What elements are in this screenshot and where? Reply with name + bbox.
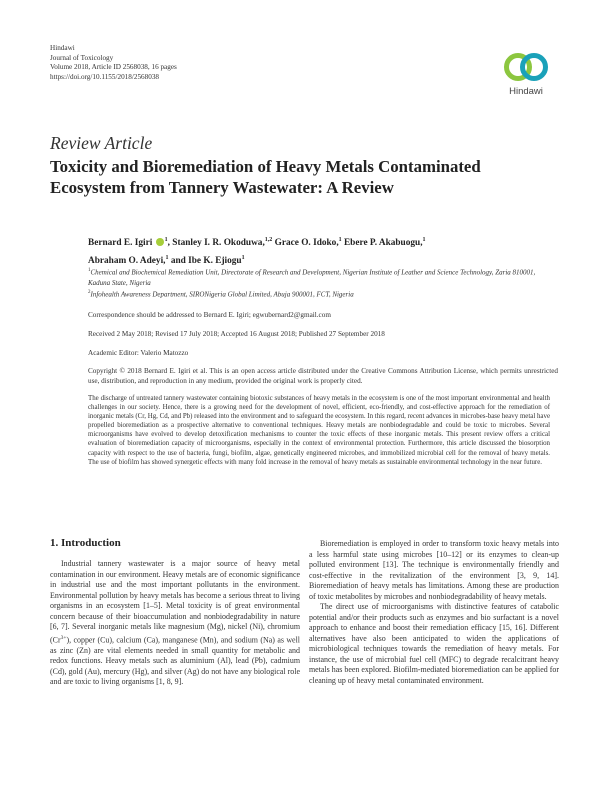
volume-line: Volume 2018, Article ID 2568038, 16 pages xyxy=(50,63,177,71)
affil-text: Infohealth Awareness Department, SIRONigeria Global Limited, Abuja 900001, FCT, Nigeria xyxy=(90,290,354,299)
intro-right-column xyxy=(309,539,559,686)
author-name: Abraham O. Adeyi, xyxy=(88,256,166,267)
affil-sup: 2 xyxy=(88,289,91,295)
article-type: Review Article xyxy=(50,133,153,153)
affiliations xyxy=(88,266,558,300)
logo-text: Hindawi xyxy=(509,86,543,97)
doi-link[interactable]: https://doi.org/10.1155/2018/2568038 xyxy=(50,72,160,81)
journal-info xyxy=(50,44,177,82)
correspondence: Correspondence should be addressed to Bernard E. Igiri; egwubernard2@gmail.com xyxy=(88,311,331,319)
author-name: Ebere P. Akabuogu, xyxy=(343,238,423,249)
dates: Received 2 May 2018; Revised 17 July 2018; Accepted 16 August 2018; Published 27 September 2018 xyxy=(88,330,385,338)
affiliation-1 xyxy=(88,266,558,288)
author-name: Bernard E. Igiri xyxy=(88,238,153,249)
author-affil-sup: 1 xyxy=(165,255,169,262)
abstract: The discharge of untreated tannery wastewater containing biotoxic substances of heavy metals in the ecosystem is one of the most important environmental and health challenges in our society. Hence, there is a growing need for the development of novel, efficient, eco-friendly, and cost-effective approach for the remediation of inorganic metals (Cr, Hg, Cd, and Pb) released into the environment and to safeguard the ecosystem. In this regard, recent advances in microbes-base heavy metal have propelled bioremediation as a prospective alternative to conventional techniques. Heavy metals are nonbiodegradable and could be toxic to microbes. Several microorganisms have evolved to develop detoxification mechanisms to counter the toxic effects of these inorganic metals. This present review offers a critical evaluation of bioremediation capacity of microorganisms, especially in the context of environmental protection. Furthermore, this article discussed the biosorption capacity with respect to the use of bacteria, fungi, biofilm, algae, genetically engineered microbes, and immobilized microbial cell for the removal of heavy metals. The use of biofilm has showed synergetic effects with many fold increase in the removal of heavy metals as sustainable environmental technology in the near future. xyxy=(88,395,550,466)
section-heading: 1. Introduction xyxy=(50,537,121,549)
author-name: and Ibe K. Ejiogu xyxy=(170,256,242,267)
author-list: Bernard E. Igiri $^1$, Stanley I. R. Okoduwa,$^{1,2}$ Grace O. Idoko,$^1$ Ebere P. Akabuogu,$^1$ Abraham O. Adeyi,$^1$ and Ibe K. Ejiogu$^1$ xyxy=(88,237,426,267)
copyright: Copyright © 2018 Bernard E. Igiri et al. This is an open access article distributed under the Creative Commons Attribution License, which permits unrestricted use, distribution, and reproduction in any medium, provided the original work is properly cited. xyxy=(88,367,558,385)
author-affil-sup: 1 xyxy=(338,237,342,243)
author-affil-sup: 1 xyxy=(164,237,168,243)
author-affil-sup: 1,2 xyxy=(264,237,273,243)
author-name: Grace O. Idoko, xyxy=(274,238,339,249)
intro-paragraph: Industrial tannery wastewater is a major source of heavy metal contamination in our environment. Heavy metals are of economic significance in industrial use and the most important pollutants in the environment. Environmental pollution by heavy metals has become a serious threat to living organisms in an ecosystem [1–5]. Metal toxicity is of great environmental concern because of their bioaccumulation and nonbiodegradability in nature [6, 7]. Several inorganic metals like magnesium (Mg), nickel (Ni), chromium $(Cr^{3+})$, copper (Cu), calcium (Ca), manganese (Mn), and sodium (Na) as well as zinc (Zn) are vital elements needed in small quantity for metabolic and redox functions. Heavy metals such as aluminium (Al), lead (Pb), cadmium (Cd), gold (Au), mercury (Hg), and silver (Ag) do not have any biological role and are toxic to living organisms [1, 8, 9]. xyxy=(50,559,300,687)
orcid-icon[interactable] xyxy=(156,238,164,246)
journal-name: Journal of Toxicology xyxy=(50,53,114,62)
chromium-charge: 3+ xyxy=(60,634,67,641)
intro-paragraph: Bioremediation is employed in order to transform toxic heavy metals into a less harmful state using microbes [10–12] or its enzymes to clean-up polluted environment [13]. The technique is environmentally friendly and cost-effective in the revitalization of the environment [3, 9, 14]. Bioremediation of heavy metals has limitations. Among these are production of toxic metabolites by microbes and nonbiodegradability of heavy metals. xyxy=(309,539,559,601)
author-affil-sup: 1 xyxy=(422,237,426,243)
affil-sup: 1 xyxy=(88,268,91,273)
academic-editor: Academic Editor: Valerio Matozzo xyxy=(88,349,189,357)
publisher-name: Hindawi xyxy=(50,44,75,52)
hindawi-logo xyxy=(496,50,556,97)
affil-text: Chemical and Biochemical Remediation Unit, Directorate of Research and Development, Nigerian Institute of Leather and Science Technology, Zaria 810001, Kaduna State, Nigeria xyxy=(88,268,536,287)
author-name: Stanley I. R. Okoduwa, xyxy=(172,238,265,249)
author-affil-sup: 1 xyxy=(241,255,245,262)
hindawi-logo-icon xyxy=(503,50,549,84)
intro-left-column xyxy=(50,559,300,688)
affiliation-2 xyxy=(88,288,558,300)
intro-paragraph: The direct use of microorganisms with distinctive features of catabolic potential and/or their products such as enzymes and bio surfactant is a novel approach to enhance and boost their remediation efficacy [15, 16]. Different alternatives have also been anticipated to widen the applications of microbiological techniques towards the remediation of heavy metals. For instance, the use of microbial fuel cell (MFC) to degrade recalcitrant heavy metals has been explored. Biofilm-mediated bioremediation can be applied for cleaning up of heavy metal contaminated environment. xyxy=(309,602,559,685)
article-title: Toxicity and Bioremediation of Heavy Metals Contaminated Ecosystem from Tannery Wastewater: A Review xyxy=(50,157,481,197)
